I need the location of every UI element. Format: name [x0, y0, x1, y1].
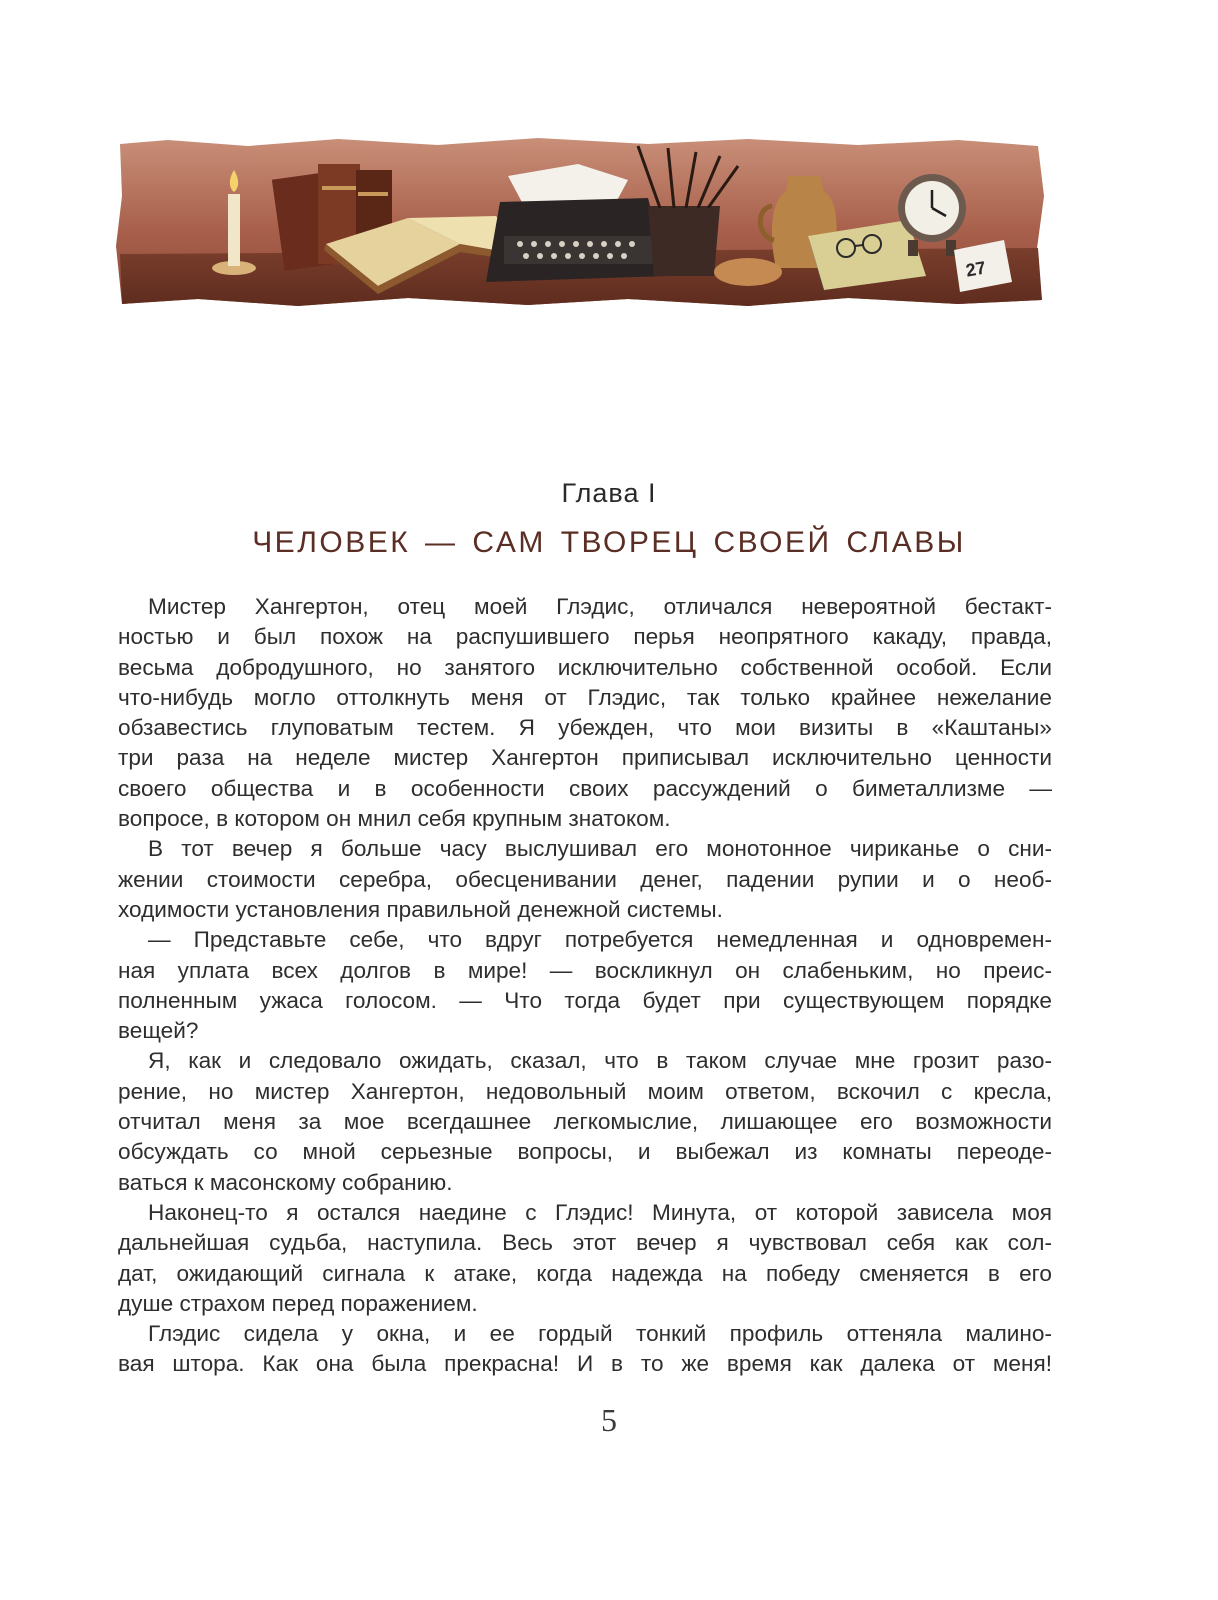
- text-line: что-нибудь могло оттолкнуть меня от Глэдис, так только крайнее нежелание: [118, 684, 1052, 710]
- text-line: вая штора. Как она была прекрасна! И в то же время как далека от меня!: [118, 1351, 1052, 1377]
- text-line: Мистер Хангертон, отец моей Глэдис, отличался невероятной бестакт-: [148, 594, 1052, 619]
- text-line: ная уплата всех долгов в мире! — воскликнул он слабеньким, но преис-: [118, 957, 1052, 983]
- text-line: вопросе, в котором он мнил себя крупным знатоком.: [118, 806, 671, 832]
- text-line: три раза на неделе мистер Хангертон приписывал исключительно ценности: [118, 745, 1052, 771]
- text-line: ностью и был похож на распушившего перья неопрятного какаду, правда,: [118, 624, 1052, 650]
- text-line: Глэдис сидела у окна, и ее гордый тонкий профиль оттеняла малино-: [148, 1321, 1052, 1347]
- chapter-title: ЧЕЛОВЕК — САМ ТВОРЕЦ СВОЕЙ СЛАВЫ: [252, 526, 966, 559]
- text-line: своего общества и в особенности своих рассуждений о биметаллизме —: [118, 775, 1052, 801]
- text-line: отчитал меня за мое всегдашнее легкомыслие, лишающее его возможности: [118, 1109, 1052, 1135]
- text-line: весьма добродушного, но занятого исключительно собственной особой. Если: [118, 654, 1052, 680]
- page-number: 5: [601, 1402, 617, 1438]
- text-line: обсуждать со мной серьезные вопросы, и выбежал из комнаты переоде-: [118, 1139, 1052, 1165]
- text-line: В тот вечер я больше часу выслушивал его монотонное чириканье о сни-: [148, 836, 1052, 862]
- chapter-header-illustration: [108, 136, 1050, 308]
- text-line: дальнейшая судьба, наступила. Весь этот вечер я чувствовал себя как сол-: [118, 1230, 1052, 1256]
- calendar-day: 27: [964, 257, 988, 281]
- text-line: полненным ужаса голосом. — Что тогда будет при существующем порядке: [118, 987, 1052, 1013]
- text-line: Наконец-то я остался наедине с Глэдис! Минута, от которой зависела моя: [148, 1199, 1052, 1225]
- text-line: душе страхом перед поражением.: [118, 1290, 478, 1316]
- chapter-number: Глава I: [561, 478, 657, 508]
- body-text: [118, 592, 1052, 1380]
- text-line: Я, как и следовало ожидать, сказал, что в таком случае мне грозит разо-: [148, 1048, 1052, 1074]
- text-line: жении стоимости серебра, обесценивании денег, падении рупии и о необ-: [118, 866, 1052, 892]
- text-line: ваться к масонскому собранию.: [118, 1169, 453, 1195]
- text-line: вещей?: [118, 1018, 199, 1044]
- text-line: обзавестись глуповатым тестем. Я убежден, что мои визиты в «Каштаны»: [118, 715, 1052, 741]
- bread-icon: [714, 258, 782, 286]
- text-line: дат, ожидающий сигнала к атаке, когда надежда на победу сменяется в его: [118, 1260, 1052, 1286]
- text-line: — Представьте себе, что вдруг потребуется немедленная и одновремен-: [148, 927, 1052, 953]
- text-line: рение, но мистер Хангертон, недовольный моим ответом, вскочил с кресла,: [118, 1078, 1052, 1104]
- text-line: ходимости установления правильной денежной системы.: [118, 896, 723, 922]
